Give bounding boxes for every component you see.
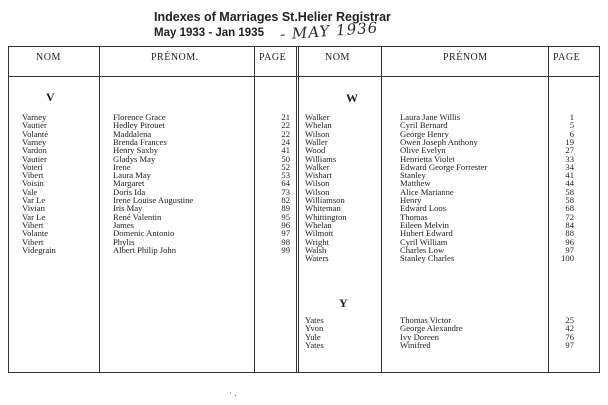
entry-forenames: René Valentin <box>113 211 162 222</box>
entry-page-number: 34 <box>565 161 574 172</box>
col-header-prenom: PRÉNOM. <box>151 52 199 63</box>
entry-surname: Vautier <box>22 153 47 164</box>
entry-page-number: 97 <box>565 244 574 255</box>
entry-surname: Varney <box>22 136 47 147</box>
entry-surname: Wood <box>305 145 326 156</box>
entry-surname: Whittington <box>305 211 347 222</box>
entry-surname: Var Le <box>22 211 46 222</box>
entry-forenames: Hedley Pirouet <box>113 120 165 131</box>
entry-forenames: Iris May <box>113 203 143 214</box>
entry-surname: Vibert <box>22 219 44 230</box>
entry-surname: Walsh <box>305 244 327 255</box>
table-top-rule <box>8 46 600 47</box>
entry-forenames: Cyril William <box>400 236 448 247</box>
entry-page-number: 44 <box>565 178 574 189</box>
entry-forenames: Irene <box>113 161 131 172</box>
entry-surname: Williams <box>305 153 337 164</box>
entry-forenames: Gladys May <box>113 153 156 164</box>
entry-surname: Vale <box>22 186 38 197</box>
entry-surname: Volante <box>22 228 49 239</box>
entry-surname: Wilson <box>305 186 330 197</box>
entry-forenames: George Alexandre <box>400 323 463 334</box>
entry-surname: Var Le <box>22 195 46 205</box>
entry-forenames: Charles Low <box>400 244 445 255</box>
entry-surname: Varney <box>22 112 47 122</box>
section-letter-v: V <box>46 90 55 104</box>
list-item <box>0 253 608 263</box>
entry-page-number: 97 <box>281 228 290 239</box>
margin-mark: · . <box>229 388 237 398</box>
entry-surname: Wilmott <box>305 228 334 239</box>
entry-surname: Yvon <box>305 323 324 334</box>
entry-page-number: 22 <box>281 128 290 139</box>
entry-forenames: George Henry <box>400 128 449 139</box>
entry-forenames: Winifred <box>400 339 431 350</box>
entry-page-number: 52 <box>281 161 290 172</box>
entry-surname: Wishart <box>305 170 332 181</box>
entry-forenames: Margaret <box>113 178 145 189</box>
entry-page-number: 24 <box>281 136 290 147</box>
entry-surname: Waters <box>305 253 329 264</box>
entry-page-number: 50 <box>281 153 290 164</box>
entry-page-number: 41 <box>565 170 574 181</box>
entry-surname: Vardon <box>22 145 47 156</box>
entry-page-number: 97 <box>565 339 574 350</box>
entry-page-number: 96 <box>565 236 574 247</box>
entry-surname: Whiteman <box>305 203 341 214</box>
list-item <box>0 340 608 350</box>
entry-forenames: James <box>113 219 135 230</box>
entry-surname: Yates <box>305 339 324 350</box>
entry-forenames: Laura May <box>113 170 151 181</box>
entry-page-number: 100 <box>561 253 574 264</box>
entry-surname: Waller <box>305 136 328 147</box>
entry-forenames: Stanley <box>400 170 426 181</box>
entry-surname: Vautier <box>22 120 47 131</box>
table-bottom-rule <box>8 372 600 373</box>
entry-page-number: 82 <box>281 195 290 205</box>
entry-forenames: Domenic Antonio <box>113 228 175 239</box>
entry-page-number: 96 <box>281 219 290 230</box>
header-bottom-rule <box>8 76 600 77</box>
entry-forenames: Albert Philip John <box>113 244 177 255</box>
col-header-nom: NOM <box>325 52 350 63</box>
entry-forenames: Irene Louise Augustine <box>113 195 194 205</box>
entry-page-number: 72 <box>565 211 574 222</box>
entry-surname: Wilson <box>305 178 330 189</box>
entry-page-number: 58 <box>565 195 574 205</box>
entry-page-number: 19 <box>565 136 574 147</box>
entry-forenames: Doris Ida <box>113 186 146 197</box>
entry-forenames: Ivy Doreen <box>400 331 439 342</box>
entry-surname: Yule <box>305 331 321 342</box>
col-header-page: PAGE <box>553 52 581 63</box>
entry-page-number: 41 <box>281 145 290 156</box>
entry-page-number: 21 <box>281 112 290 122</box>
entry-forenames: Owen Joseph Anthony <box>400 136 478 147</box>
entry-forenames: Brenda Frances <box>113 136 167 147</box>
entry-surname: Walker <box>305 112 330 122</box>
entry-surname: Voteri <box>22 161 43 172</box>
entry-page-number: 84 <box>565 219 574 230</box>
entry-page-number: 68 <box>565 203 574 214</box>
entry-page-number: 95 <box>281 211 290 222</box>
entry-forenames: Thomas Victor <box>400 315 452 325</box>
entry-surname: Vibert <box>22 170 44 181</box>
entry-surname: Williamson <box>305 195 345 205</box>
entry-forenames: Laura Jane Willis <box>400 112 461 122</box>
page-title: Indexes of Marriages St.Helier Registrar <box>154 10 391 24</box>
entry-forenames: Matthew <box>400 178 431 189</box>
entry-surname: Whelan <box>305 120 332 131</box>
entry-forenames: Cyril Bernard <box>400 120 448 131</box>
col-header-page: PAGE <box>259 52 287 63</box>
entry-forenames: Stanley Charles <box>400 253 455 264</box>
entry-page-number: 22 <box>281 120 290 131</box>
section-letter-w: W <box>346 91 358 105</box>
entry-forenames: Thomas <box>400 211 428 222</box>
entry-forenames: Phylis <box>113 236 135 247</box>
entry-forenames: Henrietta Violet <box>400 153 455 164</box>
entry-page-number: 25 <box>565 315 574 325</box>
entry-page-number: 89 <box>281 203 290 214</box>
entry-page-number: 5 <box>569 120 574 131</box>
entry-surname: Volanté <box>22 128 49 139</box>
entry-forenames: Eileen Melvin <box>400 219 449 230</box>
entry-surname: Yates <box>305 315 324 325</box>
handwritten-annotation: - MAY 1936 <box>279 18 379 44</box>
entry-forenames: Florence Grace <box>113 112 166 122</box>
entry-page-number: 1 <box>569 112 574 122</box>
entry-forenames: Hubert Edward <box>400 228 453 239</box>
entry-forenames: Maddalena <box>113 128 152 139</box>
entry-page-number: 98 <box>281 236 290 247</box>
entry-surname: Vivian <box>22 203 45 214</box>
entry-surname: Walker <box>305 161 330 172</box>
entry-surname: Whelan <box>305 219 332 230</box>
entry-forenames: Edward Loos <box>400 203 447 214</box>
section-letter-y: Y <box>339 296 348 310</box>
entry-page-number: 58 <box>565 186 574 197</box>
entry-surname: Wright <box>305 236 329 247</box>
entry-page-number: 6 <box>569 128 574 139</box>
entry-surname: Videgrain <box>22 244 56 255</box>
entry-surname: Voisin <box>22 178 44 189</box>
entry-forenames: Olive Evelyn <box>400 145 446 156</box>
entry-page-number: 88 <box>565 228 574 239</box>
entry-forenames: Alice Marianne <box>400 186 454 197</box>
entry-forenames: Edward George Forrester <box>400 161 488 172</box>
entry-page-number: 42 <box>565 323 574 334</box>
entry-forenames: Henry <box>400 195 422 205</box>
entry-page-number: 53 <box>281 170 290 181</box>
entry-forenames: Henry Saxby <box>113 145 159 156</box>
entry-page-number: 27 <box>565 145 574 156</box>
col-header-prenom: PRÉNOM <box>443 52 488 63</box>
col-header-nom: NOM <box>36 52 61 63</box>
date-range-subtitle: May 1933 - Jan 1935 <box>154 27 264 39</box>
entry-page-number: 64 <box>281 178 290 189</box>
entry-surname: Vibert <box>22 236 44 247</box>
entry-surname: Wilson <box>305 128 330 139</box>
entry-page-number: 73 <box>281 186 290 197</box>
entry-page-number: 76 <box>565 331 574 342</box>
entry-page-number: 99 <box>281 244 290 255</box>
entry-page-number: 33 <box>565 153 574 164</box>
